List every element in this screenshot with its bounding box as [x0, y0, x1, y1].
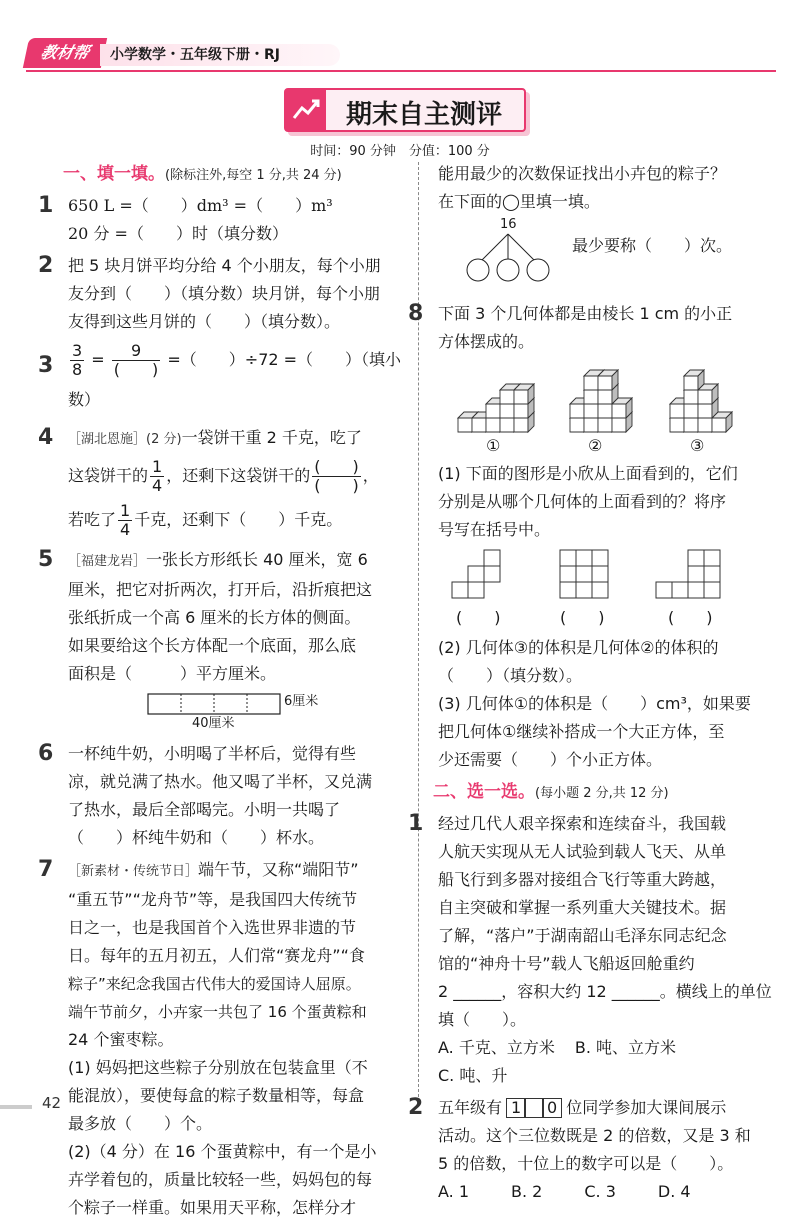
header-divider: [26, 70, 776, 72]
paper-strip-diagram: [68, 690, 404, 736]
page-number-bar: [0, 1105, 32, 1109]
solid-1-label: ①: [486, 436, 501, 455]
header-band: 小学数学・五年级下册・RJ: [100, 44, 340, 66]
exam-info: 时间：90 分钟 分值：100 分: [310, 144, 490, 159]
header-tag: [23, 38, 107, 68]
question-7: 7 ［新素材・传统节日］端午节，又称“端阳节” “重五节”“龙舟节”等，是我国四大传统节 日之一，也是我国首个入选世界非遗的节 日。每年的五月初五，人们常“赛龙舟”“食 粽子”来纪念我国古代伟大的爱国诗人屈原。 端午节前夕，小卉家一共包了 16 个蛋黄粽和 24 个蜜枣粽。 (1) 妈妈把这些粽子分别放在包装盒里（不 能混放），要使每盒的粽子数量相等，每盒 最多放（ ）个。 (2)（4 分）在 16 个蛋黄粽中，有一个是小 卉学着包的，质量比较轻一些，妈妈包的每 个粽子一样重。如果用天平称，怎样分才: [38, 857, 377, 1217]
page-number: 42: [42, 1094, 62, 1112]
choice-question-2: 2 五年级有 1 0 位同学参加大课间展示 活动。这个三位数既是 2 的倍数，又是 3 和 5 的倍数，十位上的数字可以是（ ）。 A. 1 B. 2 C. 3 D. 4: [438, 1094, 778, 1206]
question-number: 4: [38, 425, 54, 450]
section-multiple-choice: 二、选一选。(每小题 2 分,共 12 分): [433, 782, 669, 802]
q3-rest: =（ ）÷72 =（ ）（填小数）: [68, 350, 402, 409]
option-d[interactable]: D. 4: [657, 1182, 691, 1201]
question-7-cont: 能用最少的次数保证找出小卉包的粽子？ 在下面的◯里填一填。 16 最少要称（ ）次。: [438, 160, 778, 296]
digit-box: 1: [506, 1098, 526, 1118]
question-8: 8 下面 3 个几何体都是由棱长 1 cm 的小正 方体摆成的。 ① ② ③ (1) 下面的图形是小欣从上面看到的，它们 分别是从哪个几何体的上面看到的？将序 号写在括号中。 ( ) ( ) ( ) (2) 几何体③的体积是几何体②的体积的 （ ）（填分数）。 (3) 几何体①的体积是（ ）cm³，如果要 把几何体①继续补搭成一个大正方体，至 少还需要（ ）个小正方体。: [438, 300, 778, 774]
question-1: [38, 192, 404, 248]
least-weighings: 最少要称（ ）次。: [572, 236, 733, 255]
page-title: 期末自主测评: [346, 100, 503, 130]
question-4: 4 ［湖北恩施］(2 分)一袋饼干重 2 千克，吃了 这袋饼干的 $\frac{1}{4}$ ，还剩下这袋饼干的 $\frac{( )}{( )}$ ， 若吃了 $\frac{1}{4}$ 千克，还剩下（ ）千克。: [38, 425, 379, 539]
digit-box-empty: [524, 1098, 544, 1118]
question-number: 7: [38, 857, 54, 882]
question-number: 3: [38, 353, 54, 378]
question-number: 8: [408, 301, 424, 326]
choice-question-1: 1 经过几代人艰辛探索和连续奋斗，我国载 人航天实现从无人试验到载人飞天、从单 船飞行到多器对接组合飞行等重大跨越， 自主突破和掌握一系列重大关键技术。据 了解，“落户”于湖南韶山毛泽东同志纪念 馆的“神舟十号”载人飞船返回舱重约 2 ______，容积大约 12 ______。横线上的单位 填（ ）。 A. 千克、立方米 B. 吨、立方米C. 吨、升: [438, 810, 778, 1090]
bottom-label: 40厘米: [192, 716, 235, 731]
option-b[interactable]: B. 吨、立方米: [574, 1038, 676, 1057]
answer-blank[interactable]: ( ): [668, 608, 713, 627]
digit-box: 0: [542, 1098, 562, 1118]
question-number: 6: [38, 741, 54, 766]
option-c[interactable]: C. 吨、升: [438, 1066, 508, 1085]
question-number: 2: [408, 1095, 424, 1120]
question-3: 3 $\frac{3}{8}$ = $\frac{9}{( )}$ =（ ）÷72 =（ ）（填小数）: [38, 341, 402, 409]
option-b[interactable]: B. 2: [511, 1182, 543, 1201]
question-number: 1: [408, 811, 424, 836]
question-2: 2 把 5 块月饼平均分给 4 个小朋友，每个小朋 友分到（ ）（填分数）块月饼，每个小朋 友得到这些月饼的（ ）（填分数）。: [38, 253, 381, 331]
balance-tree-diagram: [438, 216, 778, 296]
tree-root-label: 16: [500, 217, 517, 232]
question-number: 1: [38, 193, 54, 218]
title-box: [284, 88, 526, 132]
cube-solids-figure: [438, 356, 778, 460]
question-5: 5 ［福建龙岩］一张长方形纸长 40 厘米，宽 6 厘米，把它对折两次，打开后，沿折痕把这 张纸折成一个高 6 厘米的长方体的侧面。 如果要给这个长方体配一个底面，那么底 面积是（ ）平方厘米。 6厘米 40厘米: [68, 546, 404, 736]
question-6: 6 一杯纯牛奶，小明喝了半杯后，觉得有些 凉，就兑满了热水。他又喝了半杯，又兑满 了热水，最后全部喝完。小明一共喝了 （ ）杯纯牛奶和（ ）杯水。: [38, 741, 373, 847]
options-row: [438, 1178, 778, 1206]
option-c[interactable]: C. 3: [584, 1182, 616, 1201]
section-fill-in: 一、填一填。(除标注外,每空 1 分,共 24 分): [63, 164, 342, 184]
q1-line1: 650 L =（ ）dm³ =（ ）m³: [68, 196, 333, 215]
question-number: 2: [38, 253, 54, 278]
question-number: 5: [38, 547, 54, 572]
header-tag-text: 教材帮: [39, 43, 92, 62]
answer-blank[interactable]: ( ): [560, 608, 605, 627]
solid-3-label: ③: [690, 436, 705, 455]
options-row: [438, 1034, 778, 1090]
top-view-figures: [438, 544, 778, 634]
answer-blank[interactable]: ( ): [456, 608, 501, 627]
side-label: 6厘米: [284, 694, 319, 709]
solid-2-label: ②: [588, 436, 603, 455]
q1-line2: 20 分 =（ ）时（填分数）: [68, 224, 288, 243]
right-column: [408, 160, 778, 1210]
chart-icon: [286, 90, 326, 130]
option-a[interactable]: A. 1: [438, 1182, 470, 1201]
option-a[interactable]: A. 千克、立方米: [438, 1038, 555, 1057]
fraction: $\frac{3}{8}$: [72, 341, 83, 379]
fraction: $\frac{9}{( )}$: [113, 341, 159, 379]
